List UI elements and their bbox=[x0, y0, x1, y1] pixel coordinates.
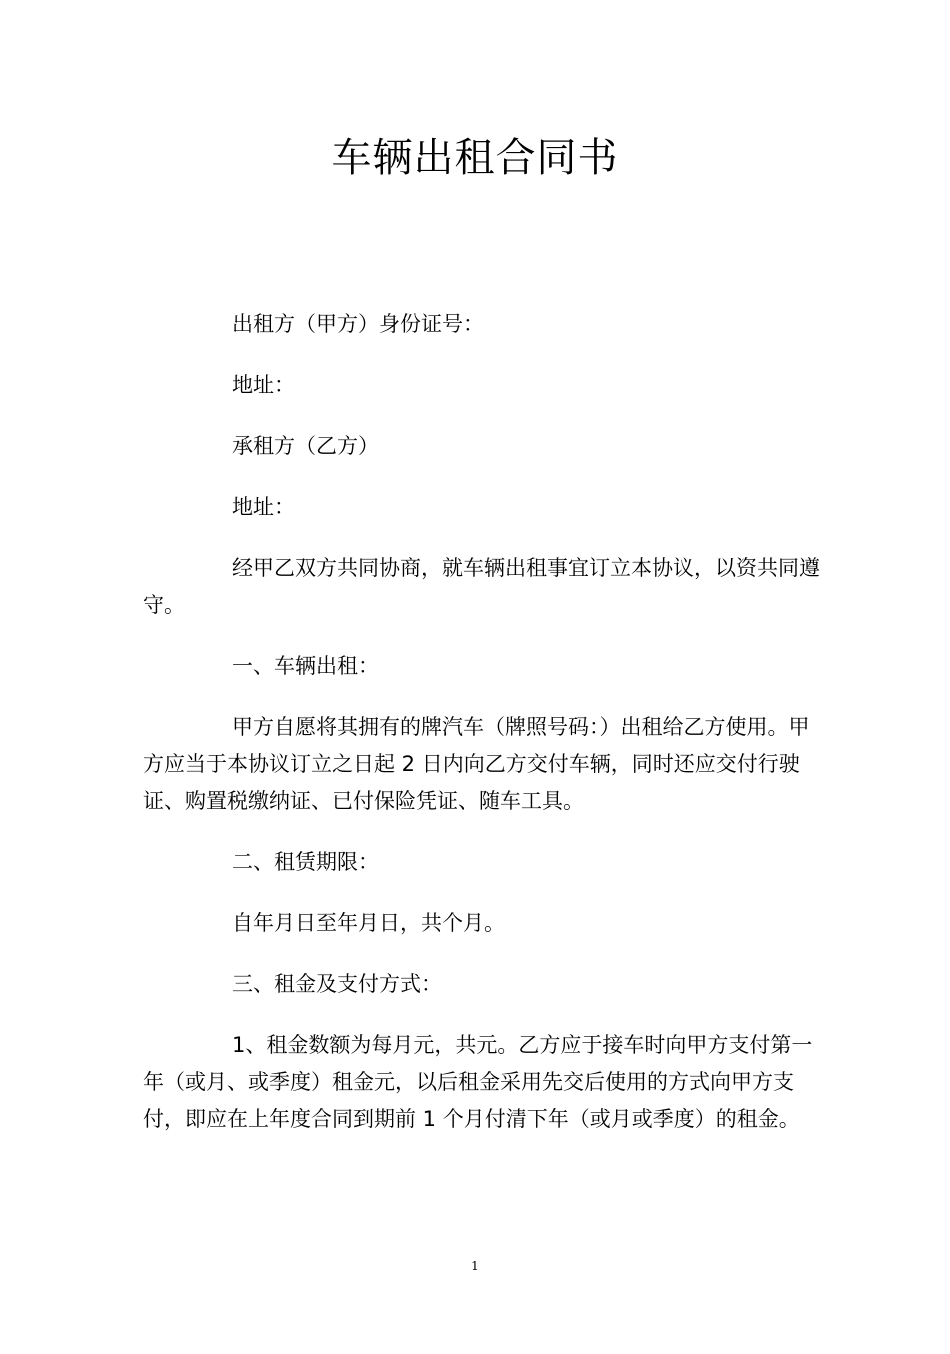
document-title: 车辆出租合同书 bbox=[331, 135, 619, 181]
lessee-line: 承租方（乙方） bbox=[232, 434, 379, 458]
vehicle-rental-paragraph: 甲方自愿将其拥有的牌汽车（牌照号码：）出租给乙方使用。甲方应当于本协议订立之日起 2 日内向乙方交付车辆，同时还应交付行驶证、购置税缴纳证、已付保险凭证、随车工具。 bbox=[143, 715, 810, 813]
section-heading-lease-term: 二、租赁期限： bbox=[232, 850, 379, 874]
rent-payment-paragraph: 1、租金数额为每月元，共元。乙方应于接车时向甲方支付第一年（或月、或季度）租金元，以后租金采用先交后使用的方式向甲方支付，即应在上年度合同到期前 1 个月付清下年（或月或季度）的租金。 bbox=[143, 1033, 813, 1131]
section-heading-vehicle-rental: 一、车辆出租： bbox=[232, 654, 379, 678]
lease-term-paragraph: 自年月日至年月日，共个月。 bbox=[232, 911, 505, 935]
lessee-address-line: 地址： bbox=[232, 495, 295, 519]
section-heading-rent-payment: 三、租金及支付方式： bbox=[232, 972, 442, 996]
lessor-address-line: 地址： bbox=[232, 373, 295, 397]
preamble-paragraph: 经甲乙双方共同协商，就车辆出租事宜订立本协议，以资共同遵守。 bbox=[143, 556, 820, 617]
page-number: 1 bbox=[471, 1259, 479, 1273]
lessor-id-line: 出租方（甲方）身份证号： bbox=[232, 312, 484, 336]
document-body bbox=[143, 306, 823, 1162]
